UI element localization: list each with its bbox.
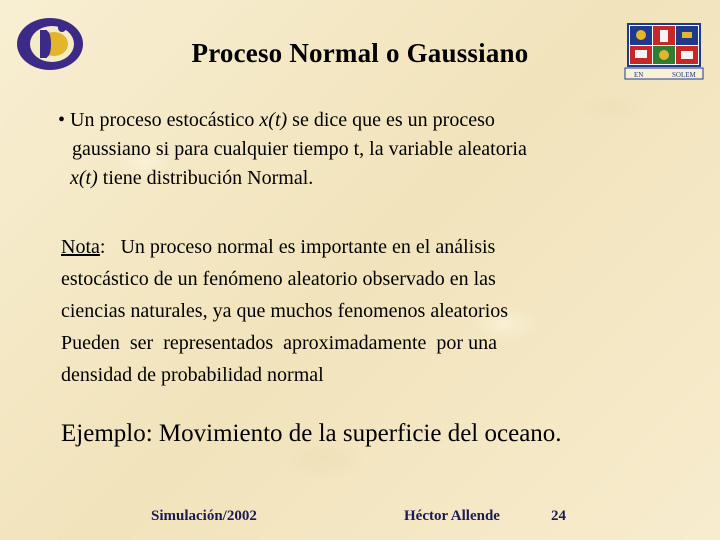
footer-author: Héctor Allende bbox=[404, 508, 500, 524]
note-line-2: ciencias naturales, ya que muchos fenomenos aleatorios bbox=[61, 300, 509, 322]
note-line-3: Pueden ser representados aproximadamente por una bbox=[61, 332, 497, 354]
example-text: Ejemplo: Movimiento de la superficie del oceano. bbox=[61, 420, 562, 447]
bullet-marker: • bbox=[58, 109, 66, 131]
note-line-4: densidad de probabilidad normal bbox=[61, 364, 324, 386]
banner-right-text: SOLEM bbox=[672, 71, 696, 79]
bullet-line1-c: se dice que es un proceso bbox=[287, 109, 495, 131]
note-line-0: : Un proceso normal es importante en el análisis bbox=[99, 236, 496, 258]
footer-course: Simulación/2002 bbox=[151, 508, 257, 524]
bullet-line2: gaussiano si para cualquier tiempo t, la variable aleatoria bbox=[72, 138, 527, 160]
footer-page-number: 24 bbox=[551, 508, 566, 524]
bullet-line1-a: Un proceso estocástico bbox=[70, 109, 260, 131]
bullet-line3-var: x(t) bbox=[70, 167, 98, 189]
note-paragraph bbox=[61, 231, 621, 391]
definition-bullet bbox=[58, 106, 658, 193]
bullet-line3-b: tiene distribución Normal. bbox=[97, 167, 314, 189]
bullet-line1-var: x(t) bbox=[259, 109, 288, 131]
banner-left-text: EN bbox=[634, 71, 644, 79]
slide-title: Proceso Normal o Gaussiano bbox=[191, 38, 529, 68]
note-line-1: estocástico de un fenómeno aleatorio observado en las bbox=[61, 268, 496, 290]
note-label: Nota bbox=[61, 236, 100, 258]
